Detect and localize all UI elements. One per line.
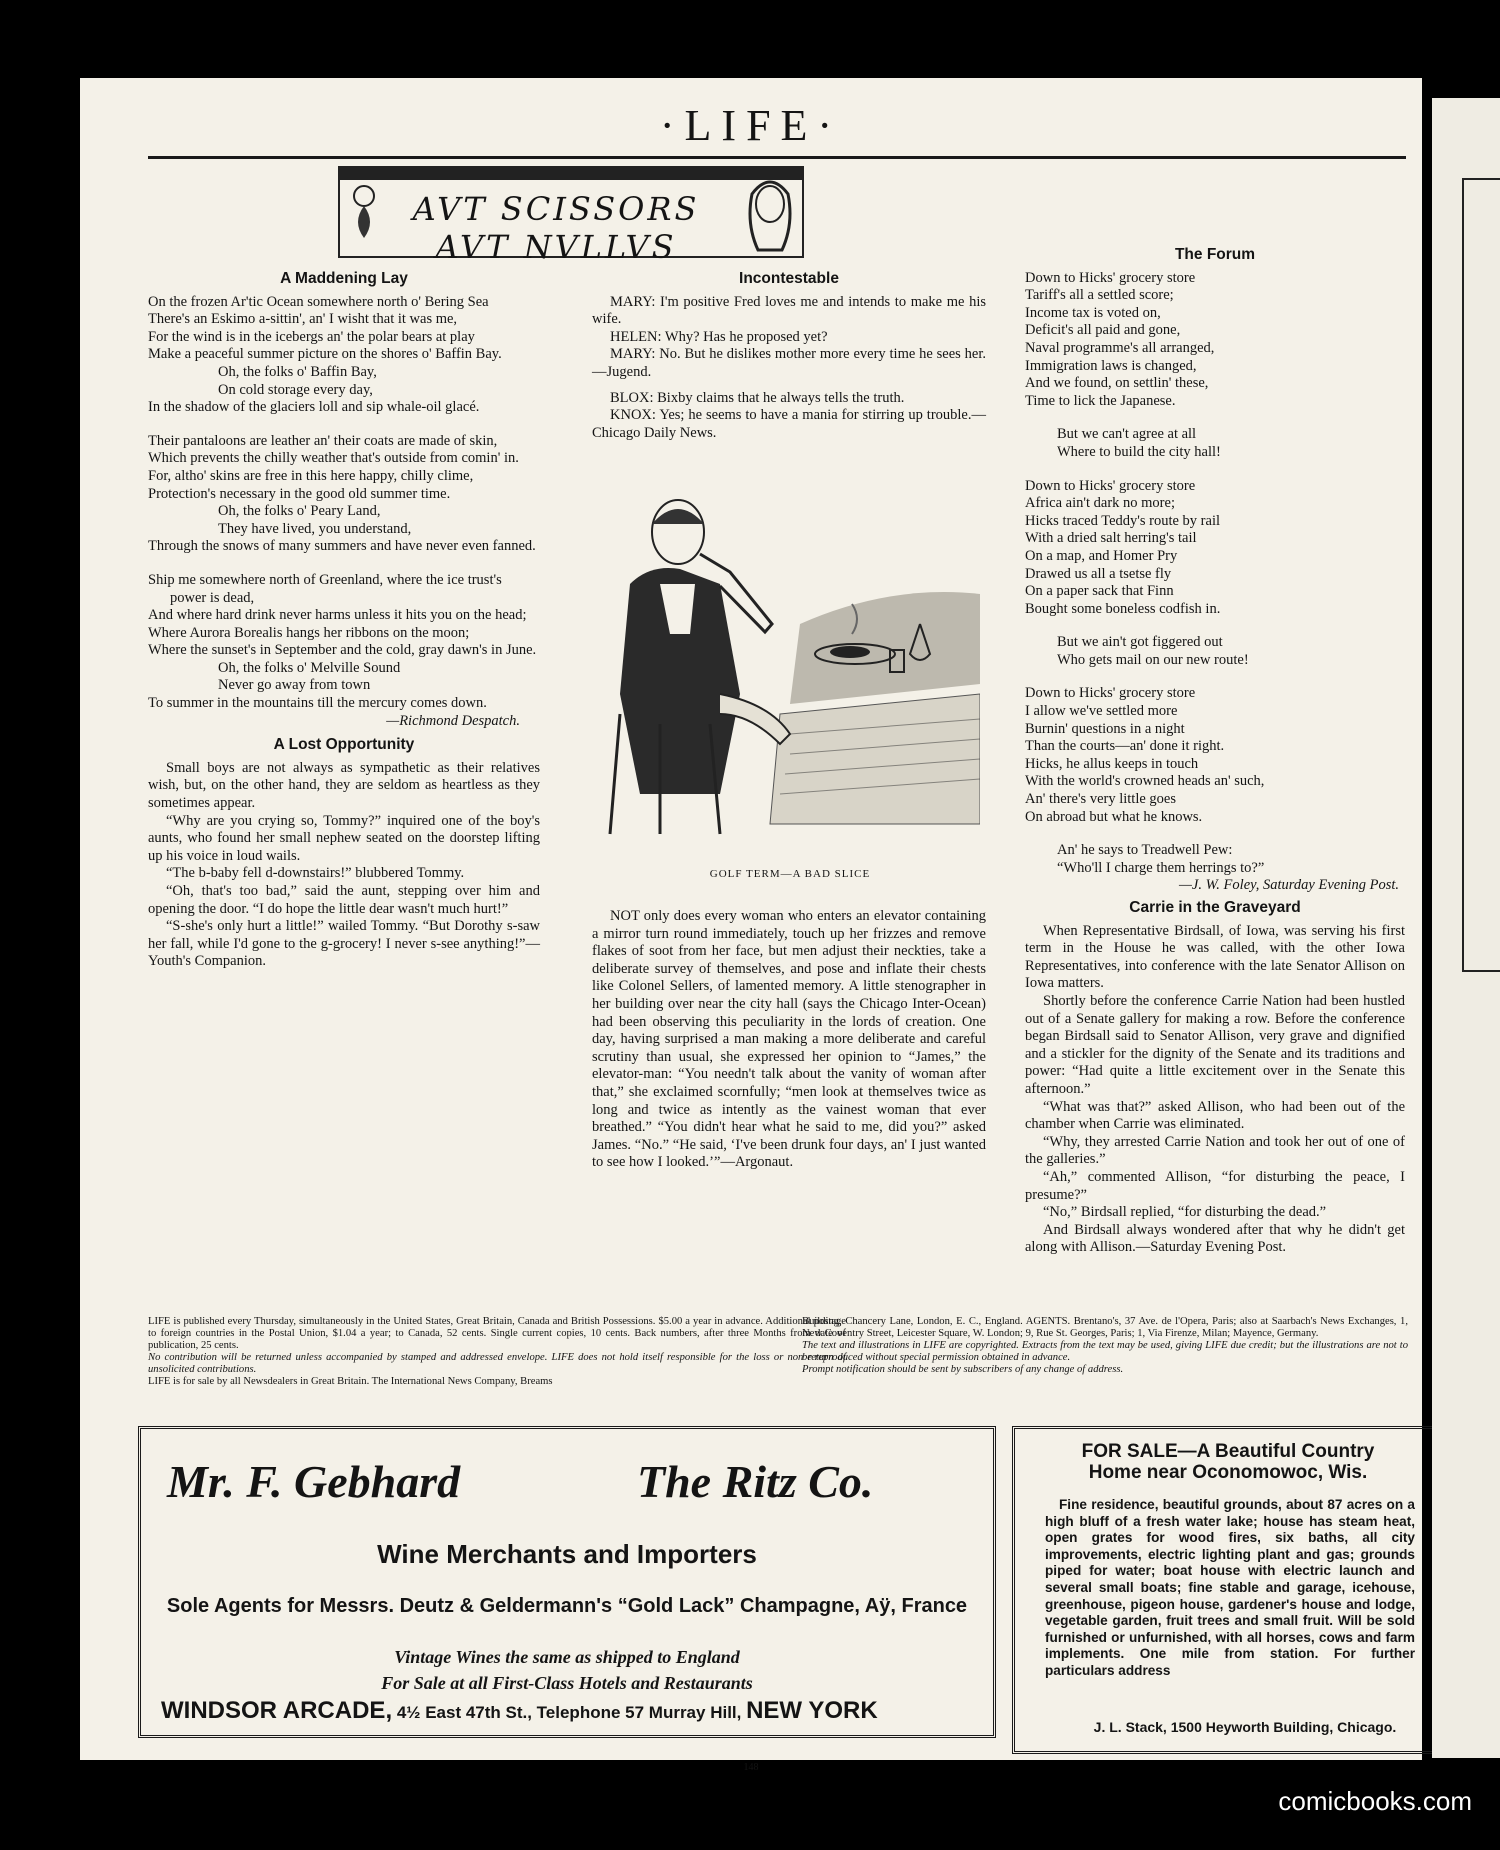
verse-line: On cold storage every day, [218, 381, 373, 398]
verse-line: On a map, and Homer Pry [1025, 547, 1178, 564]
stanza-break [1025, 618, 1405, 634]
paragraph: “Ah,” commented Allison, “for disturbing the peace, I presume?” [1025, 1168, 1405, 1203]
verse-line: Hicks traced Teddy's route by rail [1025, 512, 1221, 529]
stanza-break [148, 556, 540, 572]
verse-line: Through the snows of many summers and have never even fanned. [148, 538, 536, 555]
masthead: ·LIFE· [659, 101, 843, 150]
paragraph: No contribution will be returned unless accompanied by stamped and addressed envelope. LIFE does not hold itself responsible for the loss or non return of unsolicited contributions. [148, 1352, 846, 1375]
column-1 [148, 270, 540, 971]
paragraph: “Why are you crying so, Tommy?” inquired one of the boy's aunts, who found her small nephew seated on the doorstep lifting up his voice in loud wails. [148, 812, 540, 864]
verse-line: On the frozen Ar'tic Ocean somewhere north o' Bering Sea [148, 293, 489, 310]
poem-the-forum [1025, 270, 1405, 878]
publisher-notice-left [148, 1316, 846, 1388]
paragraph: “No,” Birdsall replied, “for disturbing the dead.” [1043, 1204, 1327, 1221]
page-number: 148 [743, 1762, 759, 1773]
verse-line: For the wind is in the icebergs an' the polar bears at play [148, 328, 475, 345]
verse-line: But we can't agree at all [1057, 426, 1197, 443]
ad-address: WINDSOR ARCADE, 4½ East 47th St., Telephone 57 Murray Hill, NEW YORK [161, 1697, 878, 1724]
story-lost-opportunity [148, 760, 540, 971]
verse-line: They have lived, you understand, [218, 520, 412, 537]
poem-title: A Maddening Lay [280, 270, 408, 287]
verse-line: Bought some boneless codfish in. [1025, 600, 1221, 617]
verse-line: Where Aurora Borealis hangs her ribbons on the moon; [148, 624, 470, 641]
paragraph: MARY: No. But he dislikes mother more every time he sees her.—Jugend. [592, 346, 986, 380]
verse-line: “Who'll I charge them herrings to?” [1057, 859, 1265, 876]
adjacent-page-edge [1432, 98, 1500, 1758]
paragraph: NOT only does every woman who enters an elevator containing a mirror turn round immediately, touch up her frizzes and remove flakes of soot from her face, but men adjust their neckties, take a deliberate survey of themselves, and pose and inflate their chests like Colonel Sellers, of lamented memory. A little stenographer in her building over near the city hall (says the Chicago Inter-Ocean) had been observing this peculiarity in the lords of creation. One day, having surprised a man making a more deliberate and careful scrutiny than usual, she expressed her opinion to “James,” the elevator-man: “You needn't talk about the vanity of woman after that,” she exclaimed scornfully; “men look at themselves twice as long and twice as intently as the vainest woman that ever breathed.” “You didn't hear what he said to me, did you?” asked James. “No.” “He said, ‘I've been drunk four days, an' I just wanted to see how I looked.’”—Argonaut. [592, 908, 986, 1171]
paragraph: And Birdsall always wondered after that why he didn't get along with Allison.—Saturday Evening Post. [1025, 1221, 1405, 1256]
paragraph: Prompt notification should be sent by subscribers of any change of address. [802, 1364, 1124, 1375]
verse-line: There's an Eskimo a-sittin', an' I wisht that it was me, [148, 311, 458, 328]
ad-headline: FOR SALE—A Beautiful Country Home near Oconomowoc, Wis. [1081, 1441, 1375, 1483]
paragraph: “The b-baby fell d-downstairs!” blubbered Tommy. [166, 865, 465, 882]
verse-line: Oh, the folks o' Baffin Bay, [218, 363, 377, 380]
paragraph: LIFE is for sale by all Newsdealers in Great Britain. The International News Company, Breams [148, 1376, 553, 1387]
verse-line: Burnin' questions in a night [1025, 720, 1185, 737]
stanza-break [1025, 826, 1405, 842]
verse-line: Make a peaceful summer picture on the shores o' Baffin Bay. [148, 346, 502, 363]
stanza-break [148, 417, 540, 433]
paragraph: BLOX: Bixby claims that he always tells the truth. [610, 389, 905, 406]
verse-line: Ship me somewhere north of Greenland, where the ice trust's power is dead, [148, 571, 502, 606]
column-banner [338, 166, 804, 266]
paragraph: “What was that?” asked Allison, who had been out of the chamber when Carrie was eliminated. [1025, 1098, 1405, 1133]
verse-line: On a paper sack that Finn [1025, 583, 1174, 600]
verse-line: But we ain't got figgered out [1057, 634, 1223, 651]
verse-line: Deficit's all paid and gone, [1025, 322, 1181, 339]
paragraph: Building, Chancery Lane, London, E. C., England. AGENTS. Brentano's, 37 Ave. de l'Opera, Paris; also at Saarbach's News Exchanges, 1, New Coventry Street, Leicester Square, W. London; 9, Rue St. Georges, Paris; 1, Via Firenze, Milan; Mayence, Germany. [802, 1316, 1408, 1339]
verse-line: An' he says to Treadwell Pew: [1057, 842, 1233, 859]
verse-line: Tariff's all a settled score; [1025, 287, 1174, 304]
paragraph: The text and illustrations in LIFE are copyrighted. Extracts from the text may be used, giving LIFE due credit; but the illustrations are not to be reproduced without special permission obtained in advance. [802, 1340, 1408, 1363]
story-carrie-graveyard [1025, 923, 1405, 1257]
verse-line: Hicks, he allus keeps in touch [1025, 755, 1199, 772]
verse-line: And where hard drink never harms unless it hits you on the head; [148, 607, 527, 624]
paragraph: “S-she's only hurt a little!” wailed Tommy. “But Dorothy s-saw her fall, while I'd gone to the g-grocery! I never s-see anything!”—Youth's Companion. [148, 918, 540, 970]
verse-line: Time to lick the Japanese. [1025, 392, 1176, 409]
paragraph: Shortly before the conference Carrie Nation had been hustled out of a Senate gallery for making a row. Before the conference began Birdsall said to Senator Allison, very grave and dignified and a stickler for the dignity of the Senate and its traditions and power: “Had quite a little excitement over in the Senate this afternoon.” [1025, 992, 1405, 1097]
ad-contact: J. L. Stack, 1500 Heyworth Building, Chicago. [1093, 1719, 1397, 1735]
verse-line: Where the sunset's in September and the cold, gray dawn's in June. [148, 642, 537, 659]
verse-line: Who gets mail on our new route! [1057, 651, 1249, 668]
watermark: comicbooks.com [1278, 1786, 1472, 1816]
ad-gebhard-ritz [138, 1426, 996, 1738]
ad-body: Fine residence, beautiful grounds, about 87 acres on a high bluff of a fresh water lake; house has steam heat, open grates for wood fires, six baths, all city improvements, electric lighting plant and gas; grounds piped for water; boat house with electric launch and several small boats; fine stable and garage, icehouse, greenhouse, pigeon house, gardener's house and lodge, vegetable garden, fruit trees and small fruit. Will be sold furnished or unfurnished, with all horses, cows and farm implements. One mile from station. For further particulars address [1045, 1497, 1415, 1678]
publisher-notice-right [802, 1316, 1408, 1376]
paragraph: When Representative Birdsall, of Iowa, was serving his first term in the House he was called, with the other Iowa Representatives, into conference with the late Senator Allison on Iowa matters. [1025, 922, 1405, 992]
ad-name-ritz: The Ritz Co. [637, 1456, 874, 1507]
verse-line: To summer in the mountains till the mercury comes down. [148, 695, 487, 712]
paragraph: “Oh, that's too bad,” said the aunt, stepping over him and opening the door. “I do hope the little dear wasn't much hurt!” [148, 883, 540, 917]
verse-line: And we found, on settlin' these, [1025, 375, 1209, 392]
verse-line: Where to build the city hall! [1057, 443, 1221, 460]
column-2-lower [592, 908, 986, 1172]
paragraph: “Why, they arrested Carrie Nation and took her out of one of the galleries.” [1025, 1133, 1405, 1168]
joke-blox-knox [592, 390, 986, 443]
verse-line: I allow we've settled more [1025, 703, 1178, 720]
story-title: Carrie in the Graveyard [1129, 899, 1301, 916]
verse-line: Down to Hicks' grocery store [1025, 269, 1196, 286]
verse-line: In the shadow of the glaciers loll and sip whale-oil glacé. [148, 399, 480, 416]
paragraph: HELEN: Why? Has he proposed yet? [610, 328, 828, 345]
ad-line: For Sale at all First-Class Hotels and Restaurants [381, 1673, 753, 1693]
stanza-break [1025, 410, 1405, 426]
verse-line: Naval programme's all arranged, [1025, 339, 1215, 356]
ad-line: Sole Agents for Messrs. Deutz & Geldermann's “Gold Lack” Champagne, Aÿ, France [166, 1595, 968, 1617]
verse-line: Their pantaloons are leather an' their coats are made of skin, [148, 432, 498, 449]
paragraph: MARY: I'm positive Fred loves me and intends to make me his wife. [592, 293, 986, 328]
verse-line: Than the courts—an' done it right. [1025, 738, 1225, 755]
verse-line: On abroad but what he knows. [1025, 808, 1203, 825]
verse-line: Immigration laws is changed, [1025, 357, 1197, 374]
poem-maddening-lay [148, 294, 540, 713]
banner-ornament-right [742, 174, 798, 254]
verse-line: Down to Hicks' grocery store [1025, 685, 1196, 702]
ad-line: Vintage Wines the same as shipped to England [394, 1647, 740, 1667]
verse-line: Protection's necessary in the good old summer time. [148, 485, 451, 502]
cartoon-caption: GOLF TERM—A BAD SLICE [709, 868, 871, 880]
poem-attribution: —J. W. Foley, Saturday Evening Post. [1178, 877, 1399, 894]
verse-line: Oh, the folks o' Melville Sound [218, 659, 401, 676]
verse-line: With a dried salt herring's tail [1025, 530, 1197, 547]
story-elevator-mirror [592, 908, 986, 1172]
poem-attribution: —Richmond Despatch. [386, 712, 520, 729]
verse-line: For, altho' skins are free in this here happy, chilly clime, [148, 467, 474, 484]
dialogue-incontestable [592, 294, 986, 382]
story-title: A Lost Opportunity [273, 736, 415, 754]
verse-line: Which prevents the chilly weather that's outside from comin' in. [148, 450, 519, 467]
story-title: Incontestable [739, 270, 839, 287]
verse-line: An' there's very little goes [1025, 791, 1176, 808]
banner-title: AVT SCISSORS AVT NVLLVS [412, 190, 700, 266]
verse-line: Africa ain't dark no more; [1025, 495, 1175, 512]
column-2 [592, 270, 986, 442]
stanza-break [1025, 462, 1405, 478]
verse-line: Income tax is voted on, [1025, 304, 1161, 321]
verse-line: Never go away from town [218, 677, 371, 694]
paragraph: Small boys are not always as sympathetic as their relatives wish, but, on the other hand, they are seldom as heartless as they sometimes appear. [148, 759, 540, 812]
magazine-page [80, 78, 1422, 1773]
poem-title: The Forum [1174, 246, 1256, 263]
verse-line: Drawed us all a tsetse fly [1025, 565, 1172, 582]
ad-for-sale [1012, 1426, 1500, 1754]
verse-line: Down to Hicks' grocery store [1025, 477, 1196, 494]
verse-line: With the world's crowned heads an' such, [1025, 773, 1265, 790]
stanza-break [1025, 669, 1405, 685]
paragraph: LIFE is published every Thursday, simultaneously in the United States, Great Britain, Canada and British Possessions. $5.00 a year in advance. Additional postage to foreign countries in the Postal Union, $1.04 a year; to Canada, 52 cents. Single current copies, 10 cents. Back numbers, after three Months from date of publication, 25 cents. [148, 1316, 846, 1351]
verse-line: Oh, the folks o' Peary Land, [218, 503, 381, 520]
ad-name-gebhard: Mr. F. Gebhard [167, 1456, 461, 1507]
column-3 [1025, 246, 1405, 1257]
cartoon-illustration [600, 494, 980, 836]
masthead-rule [148, 156, 1406, 159]
paragraph: KNOX: Yes; he seems to have a mania for stirring up trouble.—Chicago Daily News. [592, 407, 986, 441]
ad-line: Wine Merchants and Importers [377, 1539, 757, 1569]
